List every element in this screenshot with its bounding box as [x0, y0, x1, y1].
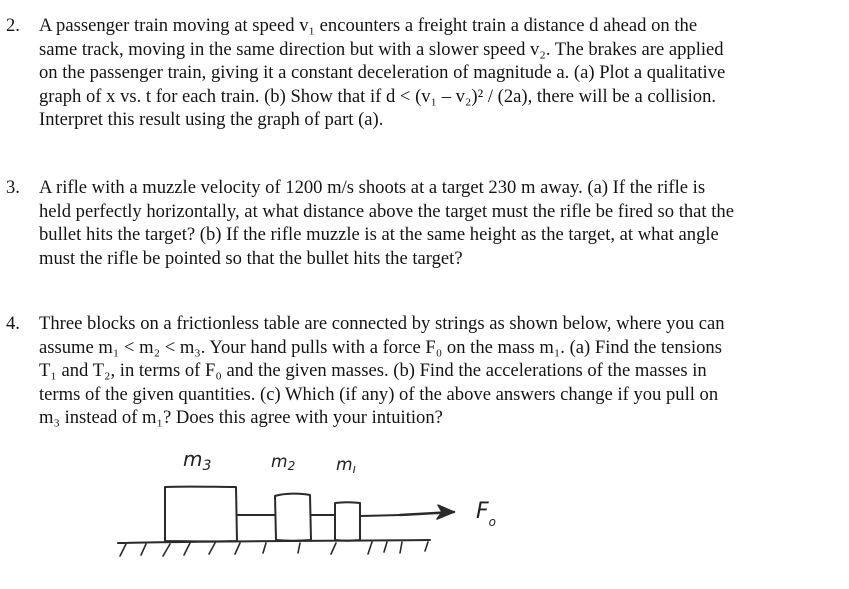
text-line: bullet hits the target? (b) If the rifle muzzle is at the same height as the target, at what angle — [39, 224, 719, 245]
text-line: graph of x vs. t for each train. (b) Show that if d < (v₁ – v₂)² / (2a), there will be a collision. — [39, 85, 717, 107]
block-m2 — [275, 494, 311, 541]
text-line: on the passenger train, giving it a constant deceleration of magnitude a. (a) Plot a qualitative — [39, 62, 726, 83]
text-line: terms of the given quantities. (c) Which (if any) of the above answers change if you pull on — [39, 383, 719, 405]
text-line: T₁ and T₂, in terms of F₀ and the given masses. (b) Find the accelerations of the masses in — [39, 360, 707, 381]
text-line: assume m₁ < m₂ < m₃. Your hand pulls with a force F₀ on the mass m₁. (a) Find the tensions — [39, 336, 722, 358]
text-line: A passenger train moving at speed v₁ encounters a freight train a distance d ahead on the — [39, 15, 698, 36]
text-line: A rifle with a muzzle velocity of 1200 m/s shoots at a target 230 m away. (a) If the rifle is — [39, 177, 706, 198]
problem-text — [39, 312, 839, 430]
label-m2: m2 — [271, 452, 296, 473]
text-line: m₃ instead of m₁? Does this agree with your intuition? — [39, 407, 443, 428]
problem-number: 3. — [6, 177, 20, 198]
problem-number: 2. — [6, 15, 20, 36]
table-surface — [118, 540, 430, 543]
text-line: Interpret this result using the graph of part (a). — [39, 109, 384, 130]
label-m3: $m_3$ — [183, 447, 212, 474]
label-force: $F_o$ — [476, 499, 496, 529]
block-m1 — [335, 502, 360, 541]
force-arrow-shaft — [400, 512, 454, 515]
text-line: same track, moving in the same direction but with a slower speed v₂. The brakes are applied — [39, 38, 724, 60]
label-m1: mı — [336, 455, 356, 476]
problem-text — [39, 176, 839, 270]
text-line: must the rifle be pointed so that the bullet hits the target? — [39, 247, 463, 269]
problem-number: 4. — [6, 313, 20, 334]
force-arrow-shaft — [360, 515, 400, 516]
text-line: held perfectly horizontally, at what distance above the target must the rifle be fired so that the — [39, 200, 734, 222]
table-hatching — [120, 542, 428, 556]
text-line: Three blocks on a frictionless table are connected by strings as shown below, where you can — [39, 313, 725, 334]
force-arrowhead — [437, 505, 454, 519]
block-m3 — [165, 487, 237, 542]
problem-text — [39, 14, 839, 132]
